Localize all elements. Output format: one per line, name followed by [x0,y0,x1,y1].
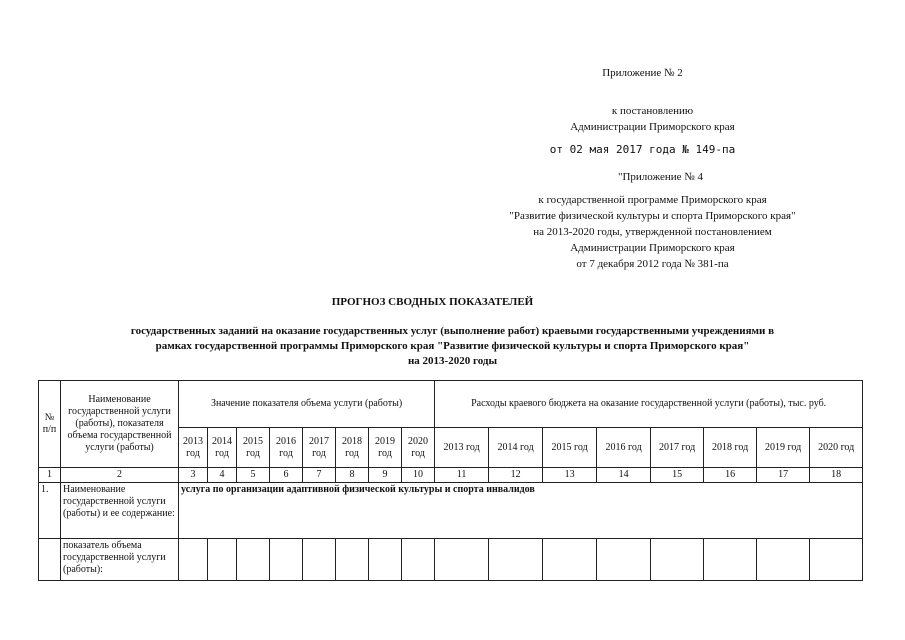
table-row [39,483,863,539]
program-date-label: от 7 декабря 2012 года № 381-па [576,258,729,270]
resolution-date-stamp: от 02 мая 2017 года № 149-па [549,143,736,156]
subtitle-line-1: государственных заданий на оказание государственных услуг (выполнение работ) краевыми государственными учреждениями в [130,325,775,337]
budget-year-header: 2017 год [651,428,704,468]
column-number-cell: 18 [810,468,863,483]
budget-year-header: 2018 год [704,428,757,468]
value-cell [651,539,704,581]
value-cell [704,539,757,581]
column-number-cell: 7 [303,468,336,483]
value-cell [402,539,435,581]
column-number-cell: 6 [270,468,303,483]
value-cell [597,539,651,581]
budget-year-header: 2016 год [597,428,651,468]
column-number-cell: 4 [208,468,237,483]
to-program-label: к государственной программе Приморского края [538,194,767,206]
table-row [39,539,863,581]
col-header-number: № п/п [39,381,61,468]
budget-year-header: 2019 год [757,428,810,468]
column-number-cell: 5 [237,468,270,483]
group-header-budget: Расходы краевого бюджета на оказание государственной услуги (работы), тыс. руб. [435,381,863,428]
volume-year-header: 2015 год [237,428,270,468]
volume-year-header: 2019 год [369,428,402,468]
column-number-cell: 1 [39,468,61,483]
budget-year-header: 2013 год [435,428,489,468]
program-name-label: "Развитие физической культуры и спорта Приморского края" [509,210,796,222]
appendix-4-label: "Приложение № 4 [617,171,704,183]
volume-year-header: 2017 год [303,428,336,468]
value-cell [757,539,810,581]
volume-year-header: 2016 год [270,428,303,468]
value-cell [237,539,270,581]
appendix-2-label: Приложение № 2 [602,67,683,79]
subtitle-line-3: на 2013-2020 годы [407,355,498,367]
budget-year-header: 2015 год [543,428,597,468]
value-cell [303,539,336,581]
subtitle-line-2: рамках государственной программы Приморского края "Развитие физической культуры и спорта Приморского края" [155,340,750,352]
column-number-cell: 2 [61,468,179,483]
volume-year-header: 2020 год [402,428,435,468]
value-cell [489,539,543,581]
row-label-cell: Наименование государственной услуги (работы) и ее содержание: [61,483,179,539]
indicators-table [38,380,863,581]
column-number-cell: 15 [651,468,704,483]
column-number-cell: 14 [597,468,651,483]
column-number-cell: 11 [435,468,489,483]
column-number-cell: 8 [336,468,369,483]
volume-year-header: 2014 год [208,428,237,468]
value-cell [179,539,208,581]
row-label-cell: показатель объема государственной услуги (работы): [61,539,179,581]
administration-2-label: Администрации Приморского края [570,242,735,254]
volume-year-header: 2013 год [179,428,208,468]
service-name-cell: услуга по организации адаптивной физической культуры и спорта инвалидов [179,483,863,539]
value-cell [270,539,303,581]
column-number-cell: 9 [369,468,402,483]
value-cell [369,539,402,581]
column-number-cell: 17 [757,468,810,483]
to-resolution-label: к постановлению [611,105,694,117]
volume-year-header: 2018 год [336,428,369,468]
budget-year-header: 2020 год [810,428,863,468]
group-header-volume: Значение показателя объема услуги (работы) [179,381,435,428]
col-header-name: Наименование государственной услуги (работы), показателя объема государственной услуги (работы) [61,381,179,468]
value-cell [543,539,597,581]
column-number-cell: 10 [402,468,435,483]
value-cell [208,539,237,581]
document-title: ПРОГНОЗ СВОДНЫХ ПОКАЗАТЕЛЕЙ [331,296,534,308]
value-cell [810,539,863,581]
empty-cell [39,539,61,581]
administration-label: Администрации Приморского края [570,121,735,133]
value-cell [435,539,489,581]
column-number-cell: 3 [179,468,208,483]
column-number-cell: 16 [704,468,757,483]
value-cell [336,539,369,581]
column-number-cell: 12 [489,468,543,483]
program-period-label: на 2013-2020 годы, утвержденной постановлением [533,226,772,238]
row-number-cell: 1. [39,483,61,539]
column-number-cell: 13 [543,468,597,483]
budget-year-header: 2014 год [489,428,543,468]
